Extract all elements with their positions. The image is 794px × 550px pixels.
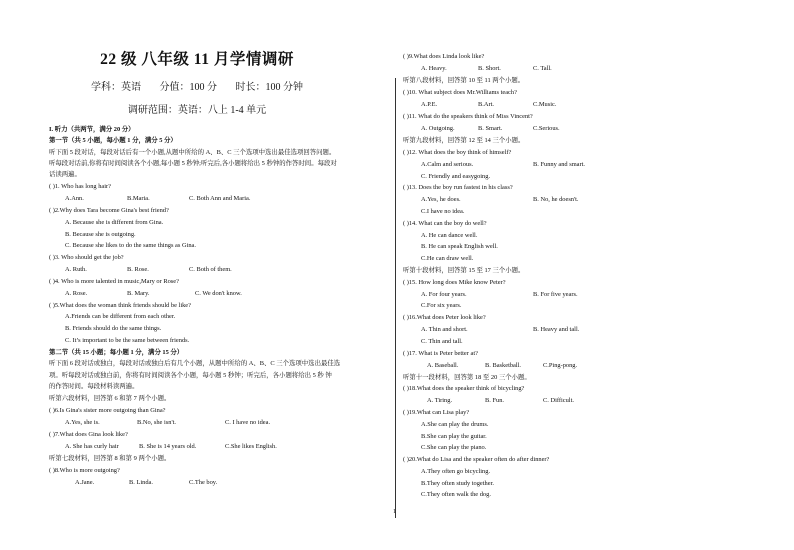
question-20: ( )20.What do Lisa and the speaker often do after dinner? (403, 456, 550, 463)
option-c: C.She can play the piano. (421, 444, 487, 451)
material-note: 听第十段材料，回答第 15 至 17 三个小题。 (403, 267, 525, 274)
material-note: 听第十一段材料，回答第 18 至 20 三个小题。 (403, 374, 531, 381)
option-a: A.She can play the drums. (421, 421, 489, 428)
question-13: ( )13. Does the boy run fastest in his class? (403, 184, 513, 191)
option-c: C. Thin and tall. (421, 338, 463, 345)
option-b: B. Mary. (127, 290, 150, 297)
option-a: A. Thin and short. (421, 326, 468, 333)
question-16: ( )16.What does Peter look like? (403, 314, 486, 321)
option-c: C. Both of them. (189, 266, 232, 273)
option-c: C.The boy. (189, 479, 218, 486)
option-a: A.Jane. (75, 479, 95, 486)
option-a: A.Yes, she is. (65, 419, 100, 426)
material-note: 听第九段材料，回答第 12 至 14 三个小题。 (403, 137, 525, 144)
option-c: C.She likes English. (225, 443, 277, 450)
option-b: B. Fun. (485, 397, 505, 404)
material-note: 听第八段材料，回答第 10 至 11 两个小题。 (403, 77, 525, 84)
section-heading: I. 听力（共两节，满分 20 分） (49, 126, 135, 133)
instruction-line: 听下面 5 段对话，每段对话后有一个小题,从题中所给的 A、B、C 三个选项中选出最佳选项回答问题。 (49, 149, 336, 156)
option-b: B. Smart. (478, 125, 503, 132)
option-a: A. She has curly hair (65, 443, 119, 450)
option-c: C. Because she likes to do the same things as Gina. (65, 242, 196, 249)
instruction-line: 项。听每段对话或独白前，你将有时间阅读各个小题，每小题 5 秒钟；听完后，各小题将给出 5 秒 钟 (49, 372, 332, 379)
question-14: ( )14. What can the boy do well? (403, 220, 487, 227)
option-a: A.Yes, he does. (421, 196, 461, 203)
question-15: ( )15. How long does Mike know Peter? (403, 279, 506, 286)
exam-scope: 调研范围：英语：八上 1-4 单元 (127, 105, 267, 116)
option-c: C. Both Ann and Maria. (189, 195, 251, 202)
question-6: ( )6.Is Gina's sister more outgoing than Gina? (49, 407, 166, 414)
option-a: A. Tiring. (427, 397, 453, 404)
option-c: C. Tall. (533, 65, 552, 72)
option-b: B. Short. (478, 65, 501, 72)
part-heading: 第二节（共 15 小题；每小题 1 分，满分 15 分） (49, 349, 184, 356)
option-a: A.They often go bicycling. (421, 468, 491, 475)
option-b: B. Funny and smart. (533, 161, 586, 168)
question-12: ( )12. What does the boy think of himself? (403, 149, 512, 156)
instruction-line: 话读两遍。 (49, 171, 81, 178)
option-b: B. Basketball. (485, 362, 522, 369)
duration: 时长：100 分钟 (235, 82, 303, 93)
question-1: ( )1. Who has long hair? (49, 183, 111, 190)
question-8: ( )8.Who is more outgoing? (49, 467, 120, 474)
option-a: A. Rose. (65, 290, 88, 297)
score: 分值：100 分 (159, 82, 217, 93)
option-c: C.He can draw well. (421, 255, 474, 262)
question-4: ( )4. Who is more talented in music,Mary or Rose? (49, 278, 179, 285)
option-a: A.Ann. (65, 195, 84, 202)
option-a: A. Ruth. (65, 266, 87, 273)
question-18: ( )18.What does the speaker think of bicycling? (403, 385, 525, 392)
option-b: B.Art. (478, 101, 494, 108)
option-b: B. She is 14 years old. (139, 443, 197, 450)
option-b: B. Rose. (127, 266, 149, 273)
material-note: 听第七段材料，回答第 8 和第 9 两个小题。 (49, 455, 171, 462)
option-b: B. Heavy and tall. (533, 326, 580, 333)
option-a: A. He can dance well. (421, 232, 478, 239)
option-b: B. He can speak English well. (421, 243, 498, 250)
question-9: ( )9.What does Linda look like? (403, 53, 485, 60)
page-number: 1 (393, 509, 396, 515)
part-heading: 第一节（共 5 小题，每小题 1 分，满分 5 分） (49, 137, 177, 144)
option-c: C.Serious. (533, 125, 560, 132)
question-19: ( )19.What can Lisa play? (403, 409, 470, 416)
option-b: B.No, she isn't. (137, 419, 176, 426)
option-a: A.Calm and serious. (421, 161, 474, 168)
option-c: C. It’s important to be the same between friends. (65, 337, 190, 344)
option-c: C. I have no idea. (225, 419, 271, 426)
option-c: C. Difficult. (543, 397, 574, 404)
option-b: B. Because she is outgoing. (65, 231, 136, 238)
option-a: A.Friends can be different from each other. (65, 313, 176, 320)
question-2: ( )2.Why does Tara become Gina's best friend? (49, 207, 169, 214)
option-c: C.Music. (533, 101, 557, 108)
question-17: ( )17. What is Peter better at? (403, 350, 478, 357)
option-a: A. For four years. (421, 291, 467, 298)
option-b: B. Linda. (129, 479, 153, 486)
option-b: B. Friends should do the same things. (65, 325, 162, 332)
option-b: B.Maria. (127, 195, 150, 202)
option-a: A.P.E. (421, 101, 438, 108)
material-note: 听第六段材料，回答第 6 和第 7 两个小题。 (49, 395, 171, 402)
exam-meta (0, 78, 394, 93)
option-a: A. Baseball. (427, 362, 459, 369)
option-b: B.They often study together. (421, 480, 494, 487)
option-c: C. We don't know. (195, 290, 242, 297)
instruction-line: 的作答时间。每段材料读两遍。 (49, 383, 139, 390)
option-c: C.Ping-pong. (543, 362, 578, 369)
question-7: ( )7.What does Gina look like? (49, 431, 128, 438)
instruction-line: 听下面 6 段对话或独白，每段对话或独白后有几个小题，从题中所给的 A、B、C 三个选项中选出最佳选 (49, 360, 341, 367)
option-c: C.They often walk the dog. (421, 491, 491, 498)
question-10: ( )10. What subject does Mr.Williams teach? (403, 89, 517, 96)
option-a: A. Outgoing. (421, 125, 455, 132)
option-c: C. Friendly and easygoing. (421, 173, 491, 180)
option-b: B. No, he doesn't. (533, 196, 579, 203)
option-a: A. Because she is different from Gina. (65, 219, 164, 226)
option-b: B. For five years. (533, 291, 578, 298)
option-b: B.She can play the guitar. (421, 433, 487, 440)
question-5: ( )5.What does the woman think friends should be like? (49, 302, 191, 309)
title: 22 级 八年级 11 月学情调研 (100, 51, 294, 68)
instruction-line: 听每段对话前,你将有时间阅读各个小题,每小题 5 秒钟;听完后,各小题将给出 5 秒钟的作答时间。每段对 (49, 160, 337, 167)
question-11: ( )11. What do the speakers think of Miss Vincent? (403, 113, 533, 120)
option-c: C.I have no idea. (421, 208, 465, 215)
column-divider (395, 78, 396, 518)
subject: 学科：英语 (91, 82, 141, 93)
option-a: A. Heavy. (421, 65, 447, 72)
option-c: C.For six years. (421, 302, 462, 309)
question-3: ( )3. Who should get the job? (49, 254, 124, 261)
